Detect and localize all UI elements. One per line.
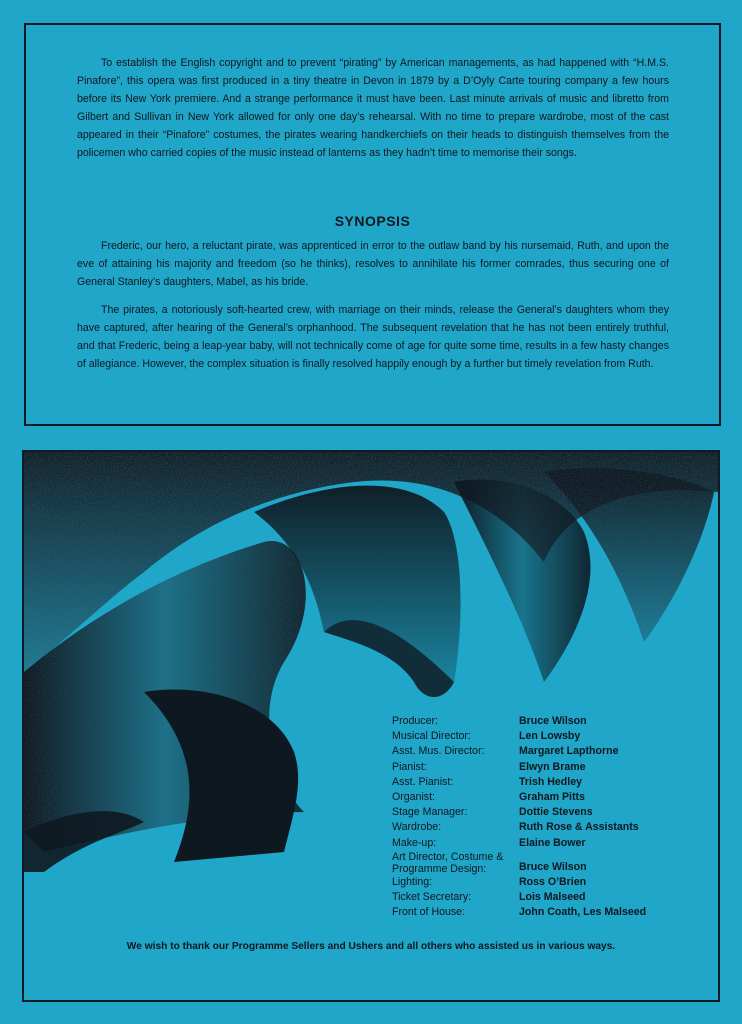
intro-paragraph: To establish the English copyright and to prevent “pirating” by American managements, as had happened with “H.M.S. Pinafore”, this opera was first produced in a tiny theatre in Devon in 1879 by a D’Oyly Carte touring company a few hours before its New York premiere. And a strange performance it must have been. Last minute arrivals of music and libretto from Gilbert and Sullivan in New York allowed for only one day’s rehearsal. With no time to prepare wardrobe, most of the cast appeared in their “Pinafore” costumes, the pirates wearing handkerchiefs on their heads to distinguish themselves from the policemen who carried copies of the music instead of lanterns as they hadn’t time to memorise their songs.: [77, 57, 669, 159]
credit-role: Front of House:: [392, 906, 466, 919]
credit-role: Wardrobe:: [392, 821, 442, 834]
credit-name: Bruce Wilson: [519, 715, 587, 727]
credit-role: Musical Director:: [392, 730, 471, 743]
credit-role: Ticket Secretary:: [392, 891, 472, 904]
synopsis-title: SYNOPSIS: [334, 213, 411, 229]
credit-name: Bruce Wilson: [519, 860, 587, 873]
credit-name: Lois Malseed: [519, 891, 586, 904]
credit-name: Graham Pitts: [519, 791, 585, 804]
credit-row: [392, 775, 692, 790]
credit-name: Elwyn Brame: [519, 760, 586, 773]
credits-list: [392, 714, 692, 920]
thanks-note: We wish to thank our Programme Sellers and Ushers and all others who assisted us in various ways.: [126, 941, 616, 952]
credit-row: [392, 744, 692, 759]
credit-role: Make-up:: [392, 836, 437, 849]
credit-role: Asst. Pianist:: [392, 775, 454, 788]
credit-name: Margaret Lapthorne: [519, 745, 619, 758]
bottom-panel: [22, 450, 720, 1002]
credit-row: [392, 890, 692, 905]
credit-row: [392, 836, 692, 851]
credit-name: Trish Hedley: [519, 775, 582, 788]
synopsis-paragraph: The pirates, a notoriously soft-hearted crew, with marriage on their minds, release the General’s daughters whom they have captured, after hearing of the General’s orphanhood. The subsequent revelation that he has not been entirely truthful, and that Frederic, being a leap-year baby, will not technically come of age for quite some time, results in a few hasty changes of allegiance. However, the complex situation is finally resolved happily enough by a further but timely revelation from Ruth.: [77, 304, 669, 370]
credit-role: Art Director, Costume & Programme Design:: [392, 850, 504, 875]
credit-row: [392, 790, 692, 805]
credit-row: [392, 760, 692, 775]
credit-row: [392, 714, 692, 729]
credit-role: Organist:: [392, 791, 435, 804]
credit-role: Stage Manager:: [392, 806, 468, 819]
credit-row: [392, 875, 692, 890]
credit-role: Lighting:: [392, 875, 433, 888]
credit-name: Dottie Stevens: [519, 806, 593, 819]
credit-name: Ruth Rose & Assistants: [519, 821, 639, 834]
credit-role: Producer:: [392, 715, 438, 727]
synopsis-paragraph: Frederic, our hero, a reluctant pirate, was apprenticed in error to the outlaw band by his nursemaid, Ruth, and upon the eve of attaining his majority and freedom (so he thinks), resolves to annihilate his former comrades, thus securing one of General Stanley’s daughters, Mabel, as his bride.: [77, 240, 669, 288]
credit-name: Elaine Bower: [519, 836, 586, 849]
credit-name: Len Lowsby: [519, 730, 581, 743]
credit-row: [392, 905, 692, 920]
credit-name: John Coath, Les Malseed: [519, 906, 647, 919]
credit-row: [392, 820, 692, 835]
credit-role: Asst. Mus. Director:: [392, 745, 485, 758]
credit-role: Pianist:: [392, 760, 427, 773]
credit-row: [392, 851, 692, 875]
credit-row: [392, 729, 692, 744]
top-panel: [24, 23, 721, 426]
credit-row: [392, 805, 692, 820]
credit-name: Ross O’Brien: [519, 875, 587, 888]
